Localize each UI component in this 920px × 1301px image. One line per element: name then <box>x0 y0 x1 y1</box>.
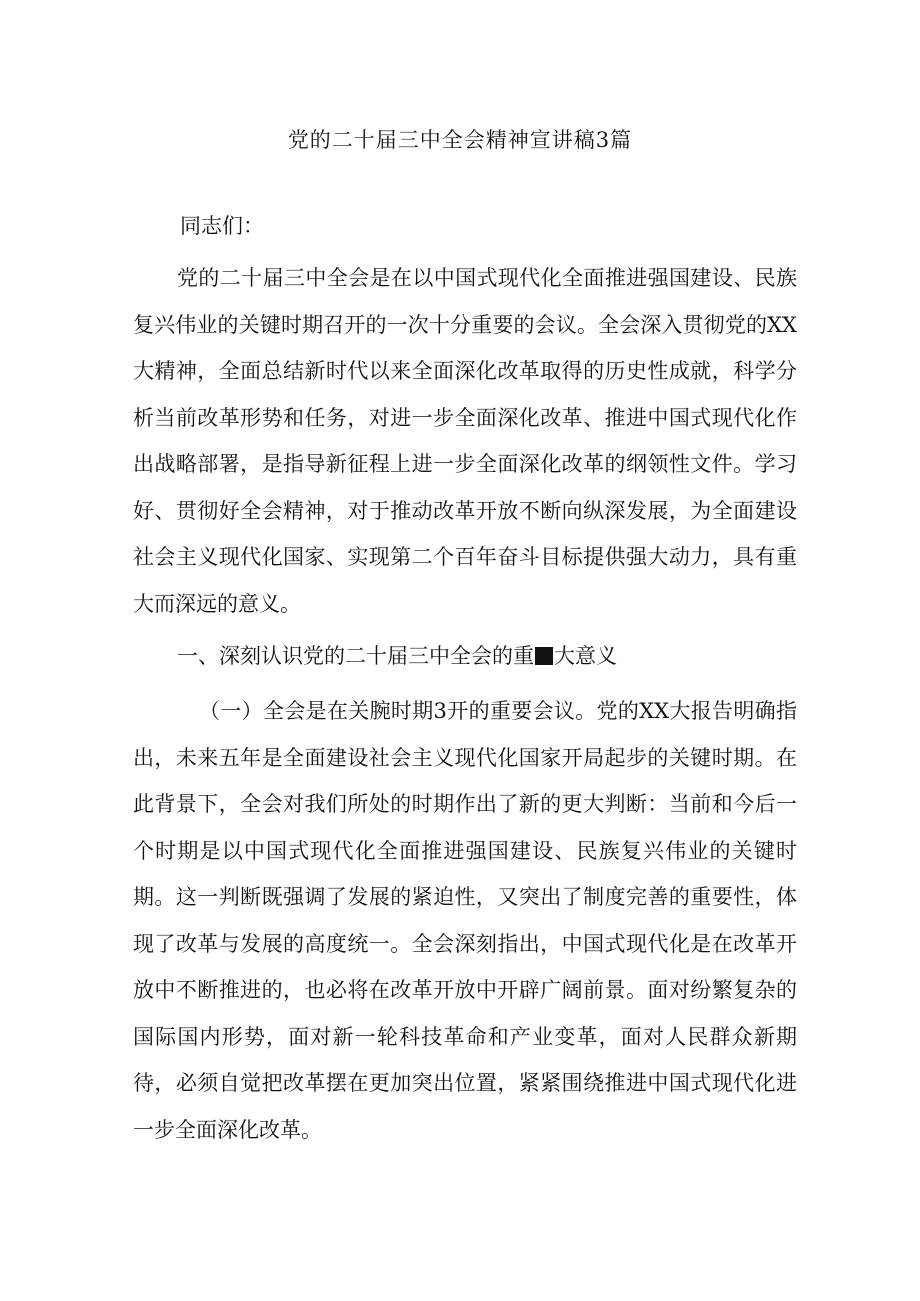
paragraph-section-1-1: （一）全会是在关腕时期3开的重要会议。党的XX大报告明确指出，未来五年是全面建设社会主义现代化国家开局起步的关键时期。在此背景下，全会对我们所处的时期作出了新的更大判断：当前和今后一个时期是以中国式现代化全面推进强国建设、民族复兴伟业的关键时期。这一判断既强调了发展的紧迫性，又突出了制度完善的重要性，体现了改革与发展的高度统一。全会深刻指出，中国式现代化是在改革开放中不断推进的，也必将在改革开放中开辟广阔前景。面对纷繁复杂的国际国内形势，面对新一轮科技革命和产业变革，面对人民群众新期待，必须自觉把改革摆在更加突出位置，紧紧围绕推进中国式现代化进一步全面深化改革。 <box>133 699 797 1142</box>
paragraph-intro: 党的二十届三中全会是在以中国式现代化全面推进强国建设、民族复兴伟业的关键时期召开的一次十分重要的会议。全会深入贯彻党的XX大精神，全面总结新时代以来全面深化改革取得的历史性成就，科学分析当前改革形势和任务，对进一步全面深化改革、推进中国式现代化作出战略部署，是指导新征程上进一步全面深化改革的纲领性文件。学习好、贯彻好全会精神，对于推动改革开放不断向纵深发展，为全面建设社会主义现代化国家、实现第二个百年奋斗目标提供强大动力，具有重大而深远的意义。 <box>133 266 797 616</box>
redaction-block-icon <box>535 647 553 665</box>
section-heading-1 <box>177 640 617 670</box>
salutation: 同志们： <box>180 214 264 238</box>
document-title: 党的二十届三中全会精神宣讲稿3篇 <box>287 128 633 152</box>
section-heading-1-part-a: 一、深刻认识党的二十届三中全会的重 <box>177 644 534 668</box>
section-heading-1-part-b: 大意义 <box>554 644 617 668</box>
